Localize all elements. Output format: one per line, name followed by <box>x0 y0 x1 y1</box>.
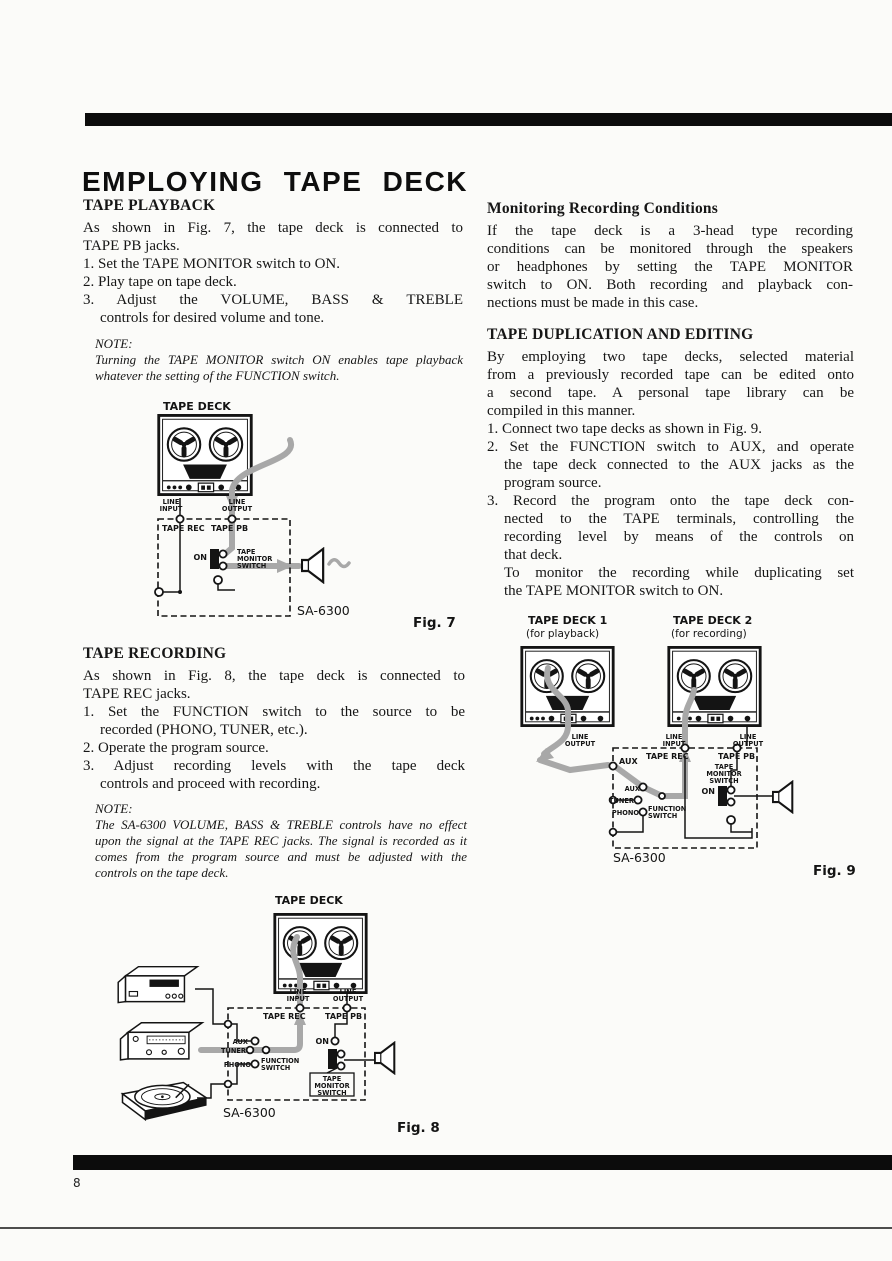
text-line: 3. Adjust recording levels with the tape deck <box>83 758 465 774</box>
list-item <box>83 255 463 273</box>
section-heading: TAPE RECORDING <box>83 645 227 662</box>
tape-label: TAPE <box>714 763 734 771</box>
model-label: SA-6300 <box>613 850 666 865</box>
text-line: comes from the program source and must be adjusted with the <box>95 849 467 864</box>
paragraph <box>487 348 854 420</box>
list-item <box>83 757 465 793</box>
page-number: 8 <box>73 1176 81 1190</box>
text-line: TAPE PB jacks. <box>83 238 180 254</box>
switch-label: SWITCH <box>648 812 678 820</box>
tuner-device <box>121 1023 203 1060</box>
line-label: LINE <box>571 733 589 741</box>
section-heading: TAPE DUPLICATION AND EDITING <box>487 326 754 343</box>
paragraph <box>83 667 465 703</box>
text-line: 1. Set the FUNCTION switch to the source to be <box>83 704 465 720</box>
figure-caption: Fig. 8 <box>397 1120 440 1136</box>
model-label: SA-6300 <box>223 1105 276 1120</box>
line-label: LINE <box>289 988 307 996</box>
paragraph <box>83 219 463 255</box>
output-label: OUTPUT <box>332 995 364 1003</box>
switch-label: SWITCH <box>317 1089 347 1097</box>
text-line: TAPE REC jacks. <box>83 686 191 702</box>
figure-caption: Fig. 7 <box>413 615 456 631</box>
text-line: 3. Adjust the VOLUME, BASS & TREBLE <box>83 292 463 308</box>
note-label: NOTE: <box>95 801 133 816</box>
section-monitoring <box>487 200 853 312</box>
text-line: 2. Play tape on tape deck. <box>83 274 237 290</box>
text-line: As shown in Fig. 8, the tape deck is connected to <box>83 668 465 684</box>
tape-deck-1-sublabel: (for playback) <box>526 628 600 640</box>
figure-caption: Fig. 9 <box>813 863 856 879</box>
tape-deck-2-label: TAPE DECK 2 <box>673 614 753 627</box>
text-line: recording level by means of the controls on <box>504 529 854 545</box>
phono-label: PHONO <box>611 809 639 817</box>
input-label: INPUT <box>286 995 310 1003</box>
line-label: LINE <box>665 733 683 741</box>
tape-pb-label: TAPE PB <box>211 524 249 533</box>
text-line: switch to ON. Both recording and playback con- <box>487 277 853 293</box>
model-label: SA-6300 <box>297 603 350 618</box>
figure-9-diagram <box>500 610 870 882</box>
text-line: nections must be made in this case. <box>487 295 699 311</box>
tape-deck-illustration <box>275 914 366 992</box>
tape-monitor-switch-lever <box>210 549 219 569</box>
line-label: LINE <box>228 498 246 506</box>
list-item <box>83 273 463 291</box>
text-line: nected to the TAPE terminals, controlling the <box>504 511 854 527</box>
output-label: OUTPUT <box>732 740 764 748</box>
on-label: ON <box>315 1037 329 1046</box>
list-item <box>83 291 463 327</box>
function-label: FUNCTION <box>648 805 687 813</box>
monitor-label: MONITOR <box>237 555 273 563</box>
text-line: To monitor the recording while duplicating set <box>504 565 854 581</box>
page-title: EMPLOYING TAPE DECK <box>82 165 469 197</box>
tape-deck-1-label: TAPE DECK 1 <box>528 614 608 627</box>
line-label: LINE <box>339 988 357 996</box>
tape-rec-label: TAPE REC <box>646 752 689 761</box>
text-line: 3. Record the program onto the tape deck con- <box>487 493 854 509</box>
text-line: If the tape deck is a 3-head type recording <box>487 223 853 239</box>
text-line: controls for desired volume and tone. <box>100 310 325 326</box>
speaker-icon <box>375 1043 394 1073</box>
note-label: NOTE: <box>95 336 133 351</box>
text-line: compiled in this manner. <box>487 403 636 419</box>
text-line: recorded (PHONO, TUNER, etc.). <box>100 722 308 738</box>
aux-source-device <box>118 967 197 1003</box>
section-heading: TAPE PLAYBACK <box>83 197 216 214</box>
text-line: controls on the tape deck. <box>95 865 229 880</box>
tape-deck-label: TAPE DECK <box>275 894 343 907</box>
text-line: that deck. <box>504 547 563 563</box>
tape-rec-label: TAPE REC <box>162 524 205 533</box>
tape-pb-label: TAPE PB <box>718 752 756 761</box>
tuner-label: TUNER <box>609 797 634 805</box>
text-line: 1. Set the TAPE MONITOR switch to ON. <box>83 256 340 272</box>
input-label: INPUT <box>662 740 686 748</box>
on-label: ON <box>701 787 715 796</box>
section-tape-recording <box>83 645 465 793</box>
aux-label: AUX <box>624 785 640 793</box>
tape-monitor-switch-lever <box>718 786 727 806</box>
tape-monitor-switch-lever <box>328 1049 337 1069</box>
output-label: OUTPUT <box>221 505 253 513</box>
speaker-icon <box>773 782 792 812</box>
top-divider-bar <box>85 113 892 126</box>
section-heading: Monitoring Recording Conditions <box>487 200 718 217</box>
list-item <box>83 703 465 739</box>
text-line: As shown in Fig. 7, the tape deck is connected to <box>83 220 463 236</box>
monitor-label: MONITOR <box>706 770 742 778</box>
switch-label: SWITCH <box>709 777 739 785</box>
line-label: LINE <box>739 733 757 741</box>
tape-deck-label: TAPE DECK <box>163 400 231 413</box>
text-line: The SA-6300 VOLUME, BASS & TREBLE controls have no effect <box>95 817 467 832</box>
text-line: the TAPE MONITOR switch to ON. <box>504 583 724 599</box>
bottom-divider-bar <box>73 1155 892 1170</box>
switch-label: SWITCH <box>261 1064 291 1072</box>
tape-rec-label: TAPE REC <box>263 1012 306 1021</box>
text-line: or headphones by setting the TAPE MONITOR <box>487 259 853 275</box>
output-label: OUTPUT <box>564 740 596 748</box>
tape-label: TAPE <box>237 548 256 556</box>
list-item <box>487 492 854 600</box>
bottom-rule <box>0 1227 892 1229</box>
note-playback <box>95 336 463 384</box>
section-duplication <box>487 326 854 600</box>
tape-pb-label: TAPE PB <box>325 1012 363 1021</box>
text-line: controls and proceed with recording. <box>100 776 321 792</box>
figure-7-diagram <box>85 398 460 636</box>
text-line: program source. <box>504 475 602 491</box>
list-item <box>83 739 465 757</box>
aux-label: AUX <box>619 757 638 766</box>
text-line: 2. Set the FUNCTION switch to AUX, and operate <box>487 439 854 455</box>
input-label: INPUT <box>159 505 183 513</box>
text-line: conditions can be monitored through the speakers <box>487 241 853 257</box>
aux-label: AUX <box>232 1038 248 1046</box>
monitor-label: MONITOR <box>314 1082 350 1090</box>
line-label: LINE <box>162 498 180 506</box>
turntable-device <box>123 1083 207 1120</box>
text-line: from a previously recorded tape can be edited onto <box>487 367 854 383</box>
text-line: upon the signal at the TAPE REC jacks. The signal is recorded as it <box>95 833 467 848</box>
note-recording <box>95 801 467 881</box>
tape-label: TAPE <box>322 1075 342 1083</box>
text-line: a second tape. A personal tape library can be <box>487 385 854 401</box>
function-label: FUNCTION <box>261 1057 300 1065</box>
speaker-icon <box>302 549 323 582</box>
text-line: whatever the setting of the FUNCTION switch. <box>95 368 340 383</box>
tuner-label: TUNER <box>221 1047 246 1055</box>
text-line: the tape deck connected to the AUX jacks as the <box>504 457 854 473</box>
text-line: Turning the TAPE MONITOR switch ON enables tape playback <box>95 352 463 367</box>
figure-8-diagram <box>85 893 460 1143</box>
list-item <box>487 420 854 438</box>
switch-label: SWITCH <box>237 562 267 570</box>
phono-label: PHONO <box>223 1061 251 1069</box>
text-line: 1. Connect two tape decks as shown in Fig. 9. <box>487 421 762 437</box>
text-line: By employing two tape decks, selected material <box>487 349 854 365</box>
text-line: 2. Operate the program source. <box>83 740 269 756</box>
paragraph <box>487 222 853 312</box>
section-tape-playback <box>83 197 463 327</box>
tape-deck-2-sublabel: (for recording) <box>671 628 747 640</box>
on-label: ON <box>193 553 207 562</box>
tape-deck-2-illustration <box>669 647 760 725</box>
list-item <box>487 438 854 492</box>
